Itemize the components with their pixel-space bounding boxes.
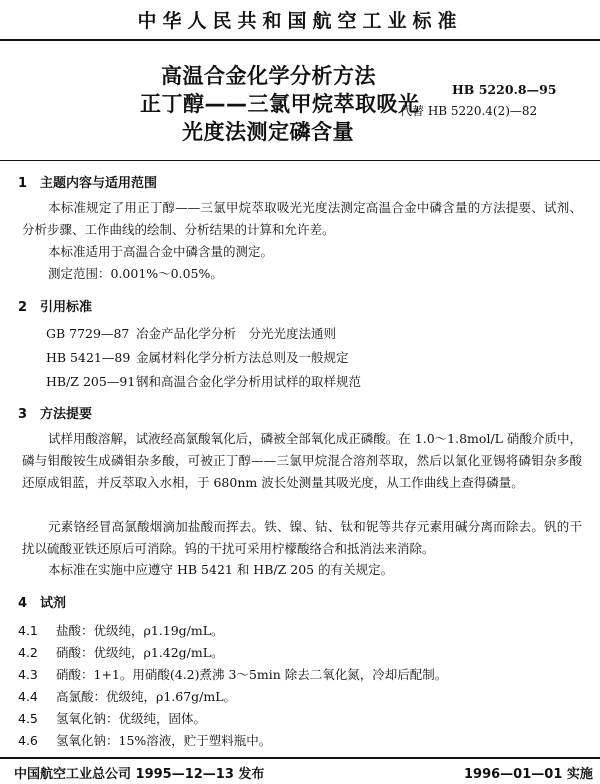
reagent-text: 氢氧化钠：优级纯，固体。: [56, 711, 207, 726]
section-3-paragraph-1: 试样用酸溶解，试液经高氯酸氧化后，磷被全部氧化成正磷酸。在 1.0～1.8mol/L 硝酸介质中，磷与钼酸铵生成磷钼杂多酸，可被正丁醇——三氯甲烷混合溶剂萃取，然后以氯化亚锡将磷钼杂多酸还原成钼蓝，并反萃取入水相，于 680nm 波长处测量其吸光度，从工作曲线上查得磷量。: [22, 431, 582, 490]
section-title: 试剂: [40, 596, 67, 611]
reagent-text: 高氯酸：优级纯，ρ1.67g/mL。: [56, 689, 237, 704]
reagent-item: [18, 621, 224, 639]
section-3-paragraph-3: 本标准在实施中应遵守 HB 5421 和 HB/Z 205 的有关规定。: [48, 562, 394, 577]
title-line-1: 高温合金化学分析方法: [161, 64, 376, 88]
reagent-number: 4.3: [18, 667, 38, 682]
section-3-paragraph-2: 元素铬经冒高氯酸烟滴加盐酸而挥去。铁、镍、钴、钛和铌等共存元素用碱分离而除去。钒的干扰以硫酸亚铁还原后可消除。钨的干扰可采用柠檬酸络合和抵消法来消除。: [22, 519, 582, 556]
standard-number: HB 5220.8—95: [452, 82, 557, 97]
section-4-heading: [18, 592, 66, 611]
title-line-2: 正丁醇——三氯甲烷萃取吸光: [140, 92, 420, 116]
section-1-heading: [18, 172, 157, 191]
reagent-number: 4.1: [18, 623, 38, 638]
reference-code: HB/Z 205—91: [46, 374, 136, 389]
reagent-number: 4.6: [18, 733, 38, 748]
reference-name: 金属材料化学分析方法总则及一般规定: [136, 350, 349, 365]
header-rule: [0, 39, 600, 41]
section-title: 引用标准: [40, 300, 93, 315]
reference-code: HB 5421—89: [46, 350, 131, 365]
reagent-item: [18, 731, 271, 749]
issue-date: 中国航空工业总公司 1995—12—13 发布: [14, 767, 265, 782]
reference-code: GB 7729—87: [46, 326, 130, 341]
effective-date: 1996—01—01 实施: [464, 767, 593, 782]
section-2-heading: [18, 296, 92, 315]
reagent-text: 氢氧化钠：15%溶液，贮于塑料瓶中。: [56, 733, 272, 748]
reagent-text: 硝酸：优级纯，ρ1.42g/mL。: [56, 645, 224, 660]
reagent-item: [18, 665, 447, 683]
section-number: 2: [18, 300, 28, 315]
reference-name: 冶金产品化学分析 分光光度法通则: [136, 326, 337, 341]
section-title: 方法提要: [40, 407, 93, 422]
section-1-paragraph-2: 本标准适用于高温合金中磷含量的测定。: [48, 244, 274, 259]
reference-item: [46, 372, 361, 390]
section-number: 1: [18, 176, 28, 191]
section-number: 4: [18, 596, 28, 611]
reagent-item: [18, 643, 224, 661]
reference-item: [46, 348, 349, 366]
title-line-3: 光度法测定磷含量: [182, 120, 354, 144]
footer-rule: [0, 757, 600, 759]
reagent-item: [18, 709, 206, 727]
reagent-item: [18, 687, 236, 705]
reagent-number: 4.4: [18, 689, 38, 704]
reagent-number: 4.2: [18, 645, 38, 660]
title-rule: [0, 160, 600, 161]
replaces-standard: 代替 HB 5220.4(2)—82: [400, 104, 538, 118]
reference-item: [46, 324, 336, 342]
section-1-paragraph-1: 本标准规定了用正丁醇——三氯甲烷萃取吸光光度法测定高温合金中磷含量的方法提要、试剂、分析步骤、工作曲线的绘制、分析结果的计算和允许差。: [22, 200, 582, 237]
section-1-paragraph-3: 测定范围：0.001%～0.05%。: [48, 266, 223, 281]
section-number: 3: [18, 407, 28, 422]
section-3-heading: [18, 403, 92, 422]
reagent-text: 硝酸：1+1。用硝酸(4.2)煮沸 3～5min 除去二氧化氮，冷却后配制。: [56, 667, 448, 682]
reagent-number: 4.5: [18, 711, 38, 726]
section-title: 主题内容与适用范围: [40, 176, 158, 191]
reference-name: 钢和高温合金化学分析用试样的取样规范: [136, 374, 362, 389]
reagent-text: 盐酸：优级纯，ρ1.19g/mL。: [56, 623, 224, 638]
standard-header: 中华人民共和国航空工业标准: [137, 10, 463, 32]
